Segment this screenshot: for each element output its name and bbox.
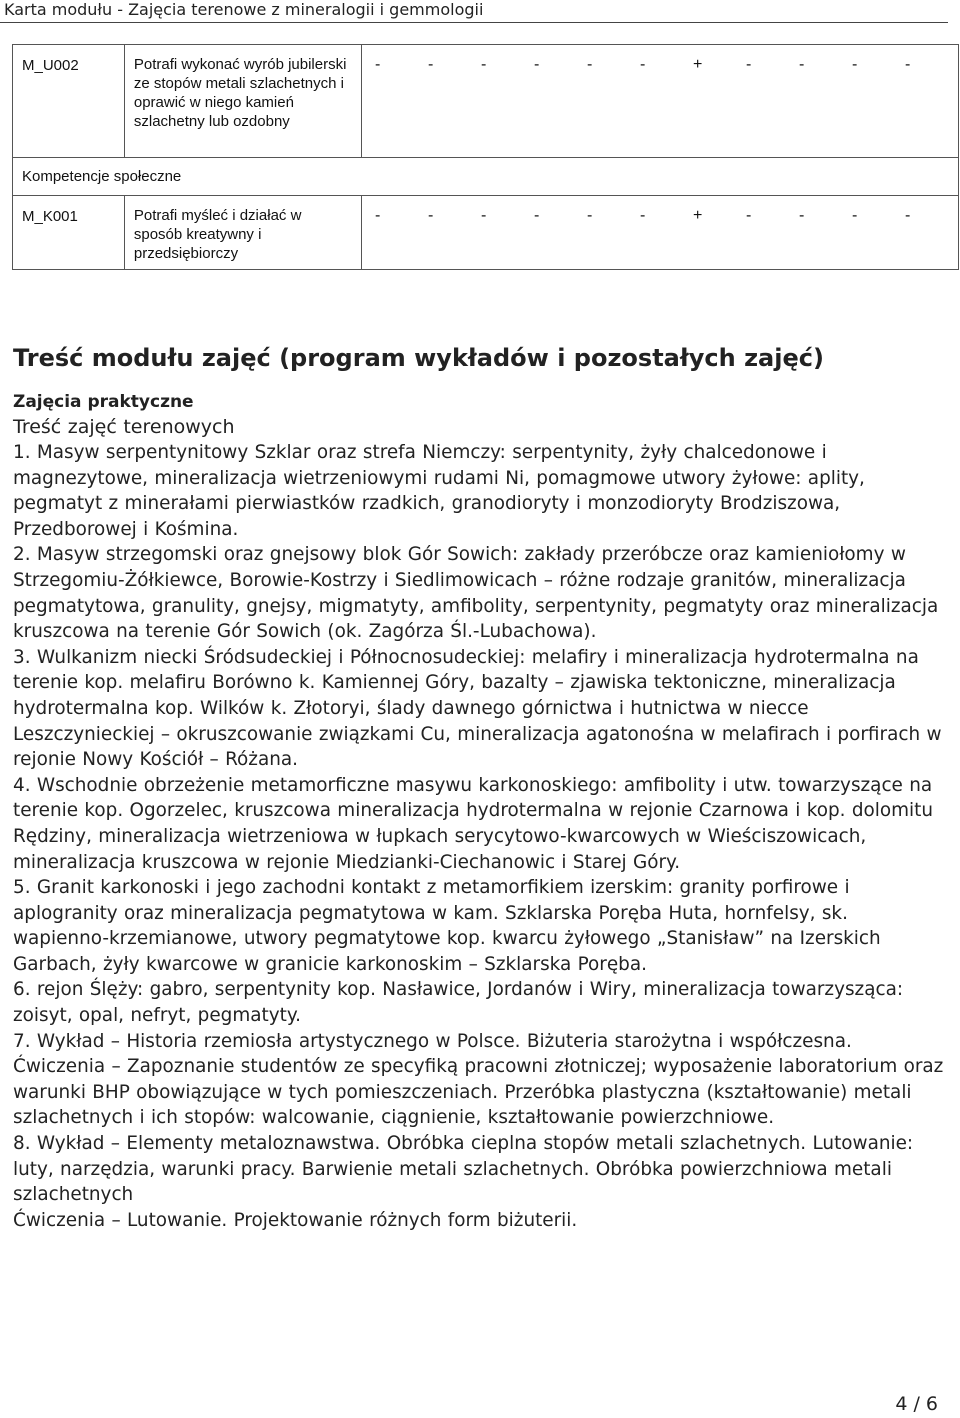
outcome-description: Potrafi myśleć i działać w sposób kreatywny i przedsiębiorczy xyxy=(124,196,361,270)
value-cell: - xyxy=(534,207,540,224)
section-label: Kompetencje społeczne xyxy=(13,158,959,196)
content-paragraph: 2. Masyw strzegomski oraz gnejsowy blok Gór Sowich: zakłady przeróbcze oraz kamieniołomy w Strzegomiu-Żółkiewce, Borowie-Kostrzy i Siedlimowicach – różne rodzaje granitów, mineralizacja pegmatytowa, granulity, gnejsy, migmatyty, amfibolity, serpentynity, pegmatyty oraz mineralizacja kruszcowa na terenie Gór Sowich (ok. Zagórza Śl.-Lubachowa). xyxy=(13,544,939,643)
value-cell: - xyxy=(799,56,805,73)
value-cell: - xyxy=(640,207,646,224)
outcome-code: M_K001 xyxy=(13,196,125,270)
value-cell: - xyxy=(428,207,434,224)
value-cell: - xyxy=(852,207,858,224)
page-number: 4 / 6 xyxy=(895,1393,938,1415)
values-row xyxy=(362,56,958,74)
value-cell: - xyxy=(905,207,911,224)
value-cell: - xyxy=(481,56,487,73)
content-heading: Treść modułu zajęć (program wykładów i pozostałych zajęć) xyxy=(13,344,824,372)
value-cell: - xyxy=(905,56,911,73)
document-title: Karta modułu - Zajęcia terenowe z mineralogii i gemmologii xyxy=(4,0,484,19)
value-cell: - xyxy=(746,56,752,73)
value-cell: + xyxy=(693,56,703,73)
content-paragraph: Ćwiczenia – Lutowanie. Projektowanie różnych form biżuterii. xyxy=(13,1209,578,1231)
outcome-code: M_U002 xyxy=(13,45,125,158)
module-content xyxy=(13,342,948,1233)
content-paragraph: Ćwiczenia – Zapoznanie studentów ze specyfiką pracowni złotniczej; wyposażenie laboratorium oraz warunki BHP obowiązujące w tych pomieszczeniach. Przeróbka plastyczna (kształtowanie) metali szlachetnych i ich stopów: walcowanie, ciągnienie, kształtowanie powierzchniowe. xyxy=(13,1056,944,1129)
value-cell: - xyxy=(534,56,540,73)
outcome-values xyxy=(362,196,959,270)
learning-outcomes-table xyxy=(12,44,959,270)
value-cell: + xyxy=(693,207,703,224)
value-cell: - xyxy=(375,207,381,224)
values-row xyxy=(362,207,958,225)
value-cell: - xyxy=(587,207,593,224)
outcome-values xyxy=(362,45,959,158)
content-paragraph: 6. rejon Ślęży: gabro, serpentynity kop. Nasławice, Jordanów i Wiry, mineralizacja towarzysząca: zoisyt, opal, nefryt, pegmatyty. xyxy=(13,979,904,1027)
table-section-row xyxy=(13,158,959,196)
content-subheading: Zajęcia praktyczne xyxy=(13,392,194,412)
content-paragraph: 1. Masyw serpentynitowy Szklar oraz strefa Niemczy: serpentynity, żyły chalcedonowe i magnezytowe, mineralizacja wietrzeniowymi rudami Ni, pomagmowe utwory żyłowe: aplity, pegmatyt z minerałami pierwiastków rzadkich, granodioryty i monzodioryty Brodziszowa, Przedborowej i Kośmina. xyxy=(13,442,865,540)
content-paragraph: 4. Wschodnie obrzeżenie metamorficzne masywu karkonoskiego: amfibolity i utw. towarzyszące na terenie kop. Ogorzelec, kruszcowa mineralizacja hydrotermalna w rejonie Czarnowa i kop. dolomitu Rędziny, mineralizacja wietrzeniowa w łupkach serycytowo-kwarcowych w Wieściszowicach, mineralizacja kruszcowa w rejonie Miedzianki-Ciechanowic i Starej Góry. xyxy=(13,774,934,873)
outcome-description: Potrafi wykonać wyrób jubilerski ze stopów metali szlachetnych i oprawić w niego kamień szlachetny lub ozdobny xyxy=(124,45,361,158)
value-cell: - xyxy=(799,207,805,224)
table-row-u002 xyxy=(13,45,959,158)
value-cell: - xyxy=(852,56,858,73)
document-header xyxy=(0,0,948,23)
content-paragraph: 3. Wulkanizm niecki Śródsudeckiej i Północnosudeckiej: melafiry i mineralizacja hydrotermalna na terenie kop. melafiru Borówno k. Kamiennej Góry, bazalty – zjawiska tektoniczne, mineralizacja hydrotermalna kop. Wilków k. Złotoryi, ślady dawnego górnictwa i hutnictwa w niecce Leszczynieckiej – okruszcowanie związkami Cu, mineralizacja agatonośna w melafirach i porfirach w rejonie Nowy Kościół – Różana. xyxy=(13,646,942,771)
content-paragraph: 7. Wykład – Historia rzemiosła artystycznego w Polsce. Biżuteria starożytna i współczesna. xyxy=(13,1030,852,1052)
content-subtitle: Treść zajęć terenowych xyxy=(13,416,235,438)
value-cell: - xyxy=(481,207,487,224)
value-cell: - xyxy=(375,56,381,73)
value-cell: - xyxy=(587,56,593,73)
value-cell: - xyxy=(640,56,646,73)
value-cell: - xyxy=(428,56,434,73)
content-paragraph: 5. Granit karkonoski i jego zachodni kontakt z metamorfikiem izerskim: granity porfirowe i aplogranity oraz mineralizacja pegmatytowa w kam. Szklarska Poręba Huta, hornfelsy, sk. wapienno-krzemianowe, utwory pegmatytowe kop. kwarcu żyłowego „Stanisław” na Izerskich Garbach, żyły kwarcowe w granicie karkonoskim – Szklarska Poręba. xyxy=(13,877,881,975)
table-row-k001 xyxy=(13,196,959,270)
content-paragraph: 8. Wykład – Elementy metaloznawstwa. Obróbka cieplna stopów metali szlachetnych. Lutowanie: luty, narzędzia, warunki pracy. Barwienie metali szlachetnych. Obróbka powierzchniowa metali szlachetnych xyxy=(13,1133,914,1206)
value-cell: - xyxy=(746,207,752,224)
